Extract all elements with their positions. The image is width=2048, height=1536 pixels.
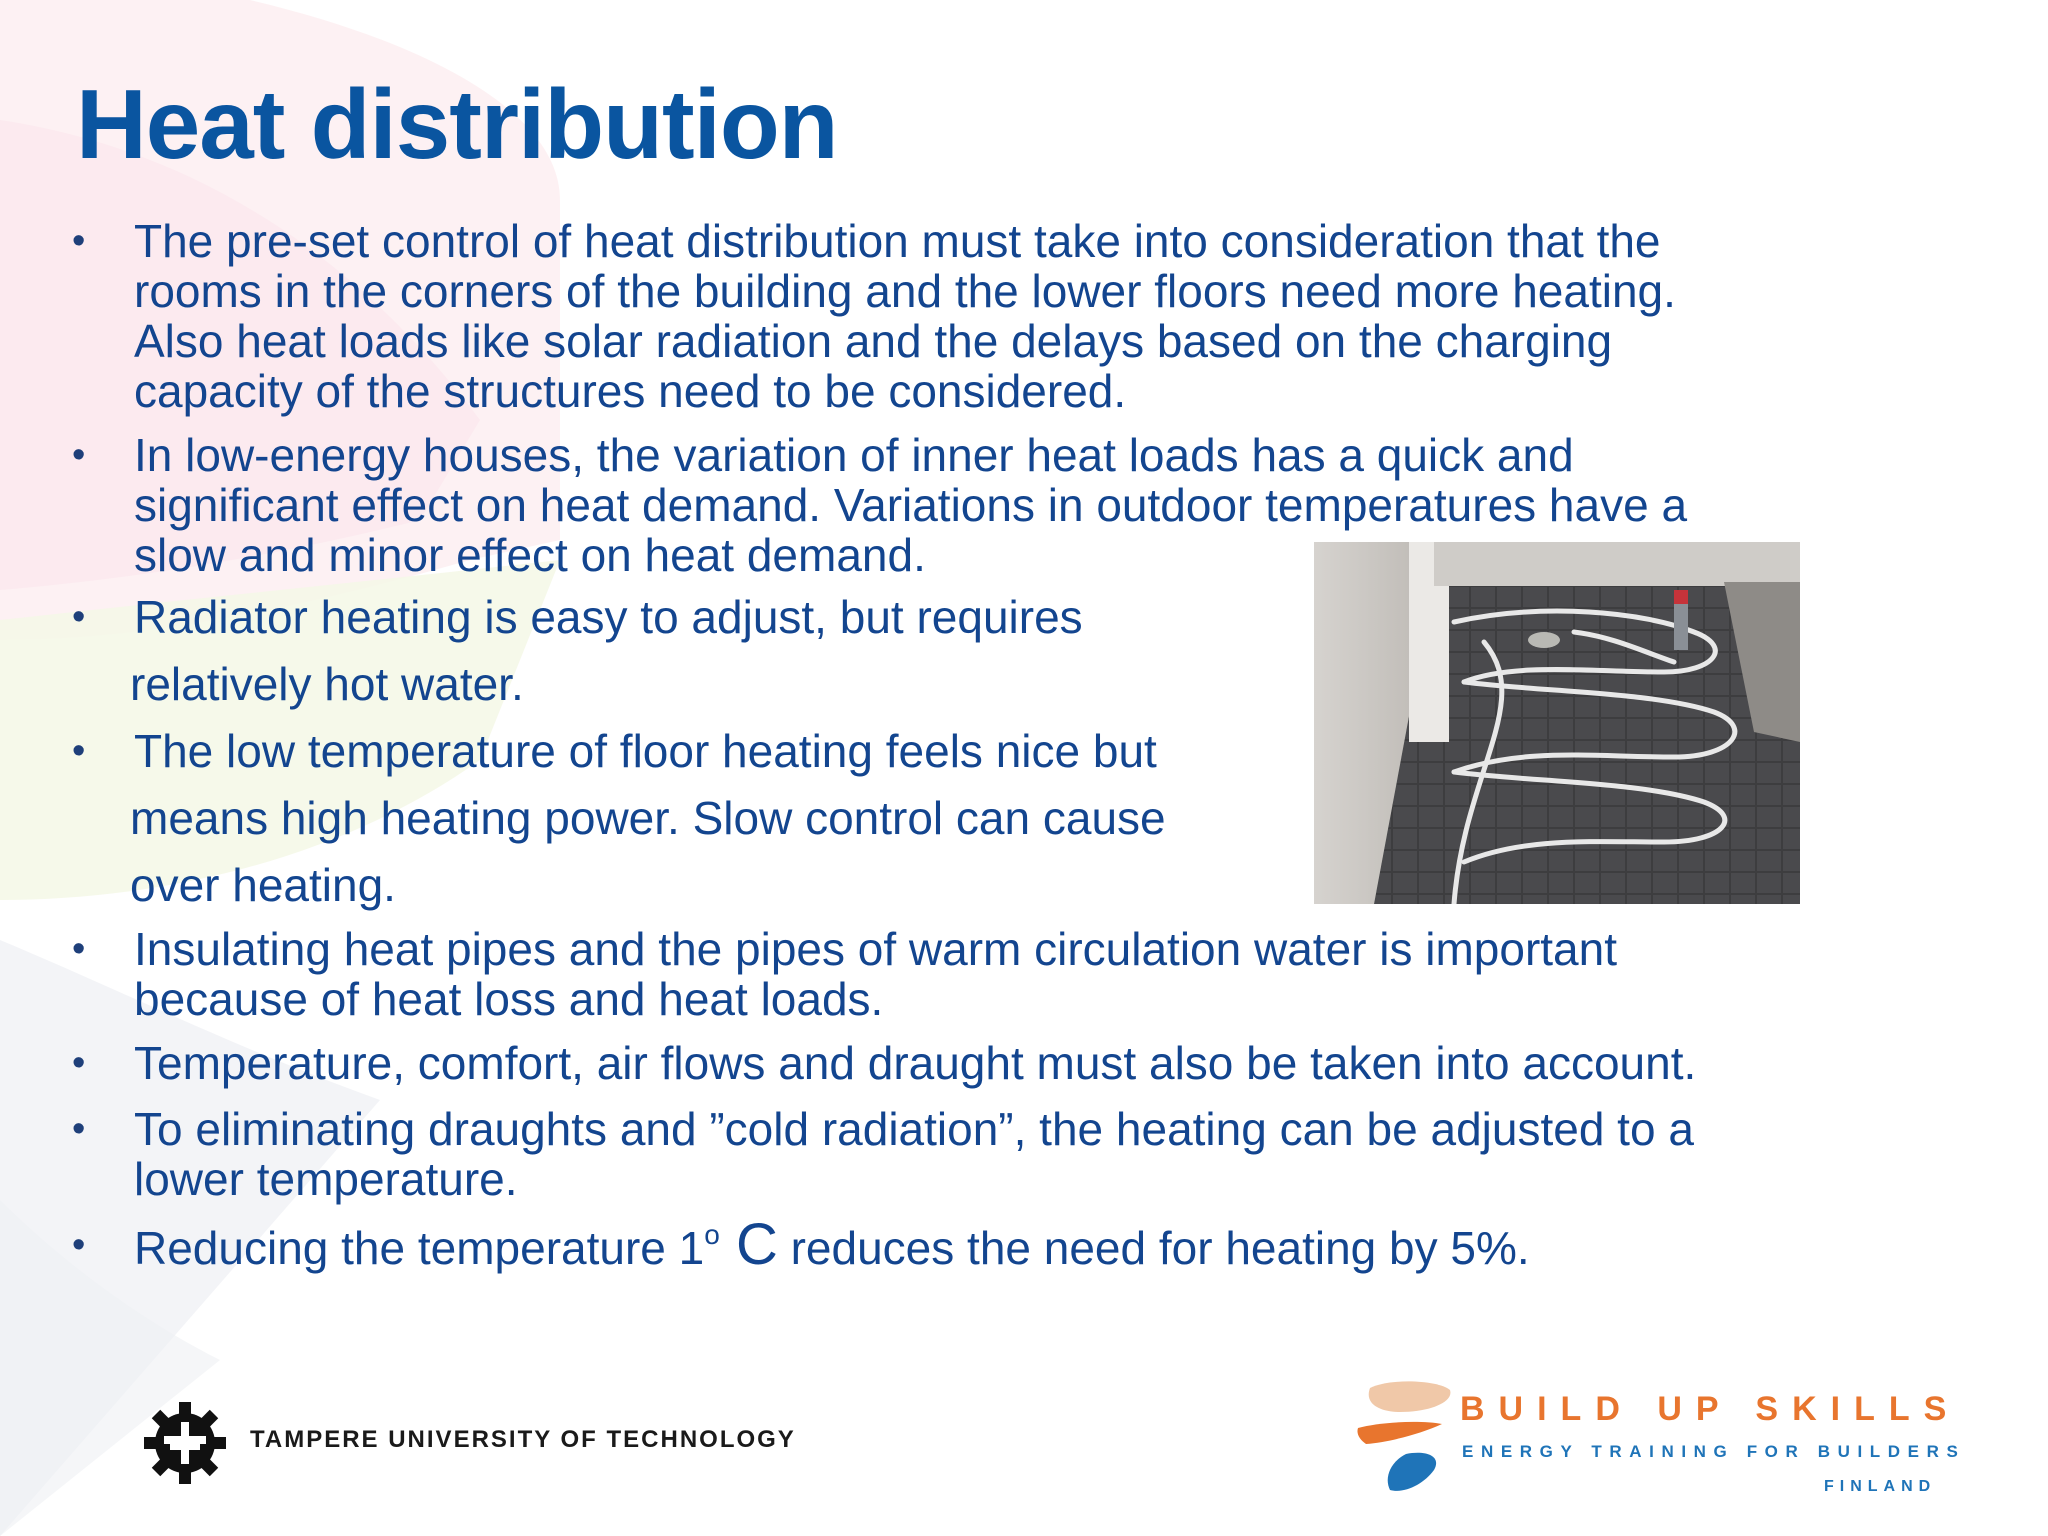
build-up-skills-logo [1350, 1372, 1966, 1512]
bullet-dot: • [72, 1224, 86, 1266]
bullet-line: lower temperature. [134, 1153, 518, 1205]
bullet-line: In low-energy houses, the variation of inner heat loads has a quick and [134, 429, 1574, 481]
bullet-line: To eliminating draughts and ”cold radiation”, the heating can be adjusted to a [134, 1103, 1694, 1155]
bullet-line: capacity of the structures need to be considered. [134, 365, 1127, 417]
build-up-skills-subtitle: ENERGY TRAINING FOR BUILDERS [1462, 1442, 1966, 1461]
celsius-unit: C [719, 1212, 778, 1277]
bullet-line: Radiator heating is easy to adjust, but requires [134, 591, 1083, 643]
bullet-line: The pre-set control of heat distribution must take into consideration that the [134, 215, 1661, 267]
gear-icon [140, 1398, 230, 1488]
bullet-line: because of heat loss and heat loads. [134, 973, 884, 1025]
floor-heating-photo [1314, 542, 1800, 904]
bullet-dot: • [72, 434, 86, 476]
bullet-line: Temperature, comfort, air flows and draught must also be taken into account. [134, 1037, 1697, 1089]
bullet-dot: • [72, 1042, 86, 1084]
build-up-skills-title: BUILD UP SKILLS [1460, 1390, 1961, 1428]
university-name: TAMPERE UNIVERSITY OF TECHNOLOGY [250, 1426, 796, 1453]
slide-title: Heat distribution [76, 69, 838, 179]
bullet-dot: • [72, 220, 86, 262]
bullet-line: means high heating power. Slow control can cause [130, 792, 1166, 844]
degree-superscript: o [704, 1219, 720, 1250]
floor-heating-illustration [1314, 542, 1800, 904]
tut-logo [140, 1398, 880, 1488]
bullet-line: over heating. [130, 859, 396, 911]
build-up-skills-country: FINLAND [1824, 1478, 1937, 1495]
bullet-dot: • [72, 730, 86, 772]
bullet-line: relatively hot water. [130, 658, 524, 710]
bullet-line: Also heat loads like solar radiation and the delays based on the charging [134, 315, 1613, 367]
build-up-skills-emblem-icon [1350, 1372, 1460, 1512]
bullet-line: Insulating heat pipes and the pipes of warm circulation water is important [134, 923, 1618, 975]
bullet-line: slow and minor effect on heat demand. [134, 529, 926, 581]
bullet-line: Reducing the temperature 1$^o$ C reduces the need for heating by 5%. [134, 1212, 1530, 1277]
bullet-line: significant effect on heat demand. Variations in outdoor temperatures have a [134, 479, 1688, 531]
bullet-dot: • [72, 596, 86, 638]
bullet-line: The low temperature of floor heating feels nice but [134, 725, 1157, 777]
bullet-line: rooms in the corners of the building and the lower floors need more heating. [134, 265, 1676, 317]
bullet-dot: • [72, 1108, 86, 1150]
bullet-dot: • [72, 928, 86, 970]
